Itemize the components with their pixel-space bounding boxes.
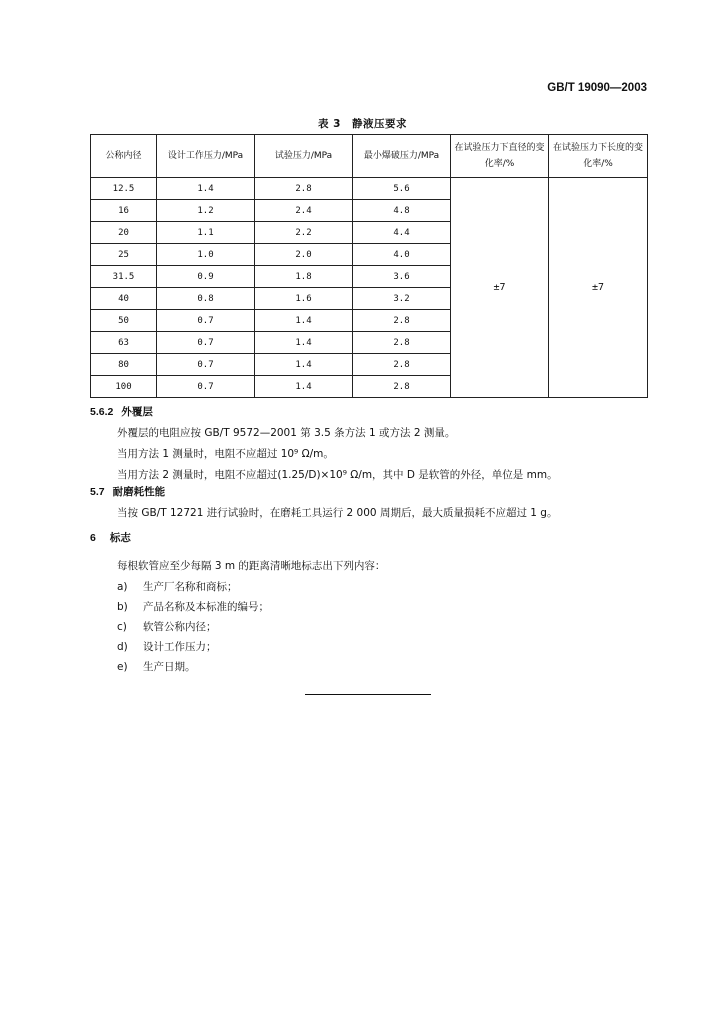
length-change-cell: ±7: [549, 178, 648, 398]
table-cell: 3.2: [353, 288, 451, 310]
list-marker: c): [117, 621, 127, 633]
table-cell: 63: [91, 332, 157, 354]
section-number: 5.7: [90, 486, 105, 498]
table-cell: 1.6: [255, 288, 353, 310]
table-cell: 1.1: [157, 222, 255, 244]
table-cell: 0.7: [157, 376, 255, 398]
table-cell: 1.4: [157, 178, 255, 200]
list-text: 生产日期。: [143, 661, 196, 673]
list-text: 生产厂名称和商标；: [143, 581, 238, 593]
section-heading-6: [90, 530, 131, 545]
table-cell: 1.4: [255, 310, 353, 332]
table-cell: 2.8: [255, 178, 353, 200]
column-header: 设计工作压力/MPa: [157, 135, 255, 178]
table-cell: 2.8: [353, 376, 451, 398]
table-cell: 0.8: [157, 288, 255, 310]
section-heading-5-6-2: [90, 404, 153, 419]
table-cell: 0.9: [157, 266, 255, 288]
column-header: 在试验压力下长度的变化率/%: [549, 135, 648, 178]
table-caption: 表 3 静液压要求: [318, 118, 407, 130]
paragraph-line: 当用方法 2 测量时，电阻不应超过(1.25/D)×10⁹ Ω/m，其中 D 是软管的外径，单位是 mm。: [117, 469, 558, 481]
table-cell: 0.7: [157, 310, 255, 332]
section-number: 5.6.2: [90, 406, 114, 418]
table-cell: 1.2: [157, 200, 255, 222]
table-cell: 4.0: [353, 244, 451, 266]
paragraph-line: 当按 GB/T 12721 进行试验时，在磨耗工具运行 2 000 周期后，最大质量损耗不应超过 1 g。: [117, 507, 558, 519]
table-cell: 1.8: [255, 266, 353, 288]
list-text: 产品名称及本标准的编号；: [143, 601, 269, 613]
column-header: 试验压力/MPa: [255, 135, 353, 178]
column-header: 在试验压力下直径的变化率/%: [451, 135, 549, 178]
list-item: [117, 619, 217, 634]
table-cell: 5.6: [353, 178, 451, 200]
section-title: 耐磨耗性能: [112, 486, 166, 498]
table-cell: 2.8: [353, 354, 451, 376]
table-cell: 2.0: [255, 244, 353, 266]
table-cell: 1.4: [255, 376, 353, 398]
list-text: 软管公称内径；: [143, 621, 217, 633]
list-item: [117, 599, 269, 614]
table-cell: 4.8: [353, 200, 451, 222]
diameter-change-cell: ±7: [451, 178, 549, 398]
paragraph-line: 每根软管应至少每隔 3 m 的距离清晰地标志出下列内容：: [117, 560, 386, 572]
table-cell: 4.4: [353, 222, 451, 244]
table-cell: 0.7: [157, 332, 255, 354]
table-row: [91, 178, 648, 200]
table-cell: 12.5: [91, 178, 157, 200]
list-text: 设计工作压力；: [143, 641, 217, 653]
list-marker: b): [117, 601, 128, 613]
table-cell: 2.8: [353, 332, 451, 354]
table-cell: 1.0: [157, 244, 255, 266]
end-of-document-rule: [305, 694, 431, 695]
list-marker: e): [117, 661, 128, 673]
table-cell: 20: [91, 222, 157, 244]
table-cell: 3.6: [353, 266, 451, 288]
table-cell: 100: [91, 376, 157, 398]
table-cell: 80: [91, 354, 157, 376]
list-item: [117, 659, 196, 674]
section-number: 6: [90, 532, 96, 544]
column-header: 公称内径: [91, 135, 157, 178]
standard-number: GB/T 19090—2003: [547, 82, 647, 94]
table-cell: 2.4: [255, 200, 353, 222]
column-header: 最小爆破压力/MPa: [353, 135, 451, 178]
table-cell: 1.4: [255, 354, 353, 376]
section-title: 标志: [109, 532, 131, 544]
table-header-row: [91, 135, 648, 178]
table-cell: 2.8: [353, 310, 451, 332]
hydrostatic-requirements-table: [90, 134, 648, 398]
section-heading-5-7: [90, 484, 165, 499]
table-cell: 50: [91, 310, 157, 332]
table-cell: 2.2: [255, 222, 353, 244]
table-cell: 25: [91, 244, 157, 266]
section-title: 外覆层: [121, 406, 153, 418]
paragraph-line: 外覆层的电阻应按 GB/T 9572—2001 第 3.5 条方法 1 或方法 2 测量。: [117, 427, 456, 439]
paragraph-line: 当用方法 1 测量时，电阻不应超过 10⁹ Ω/m。: [117, 448, 334, 460]
table-cell: 0.7: [157, 354, 255, 376]
list-item: [117, 639, 217, 654]
list-item: [117, 579, 238, 594]
table-cell: 40: [91, 288, 157, 310]
table-cell: 31.5: [91, 266, 157, 288]
table-cell: 16: [91, 200, 157, 222]
list-marker: d): [117, 641, 128, 653]
list-marker: a): [117, 581, 128, 593]
table-cell: 1.4: [255, 332, 353, 354]
